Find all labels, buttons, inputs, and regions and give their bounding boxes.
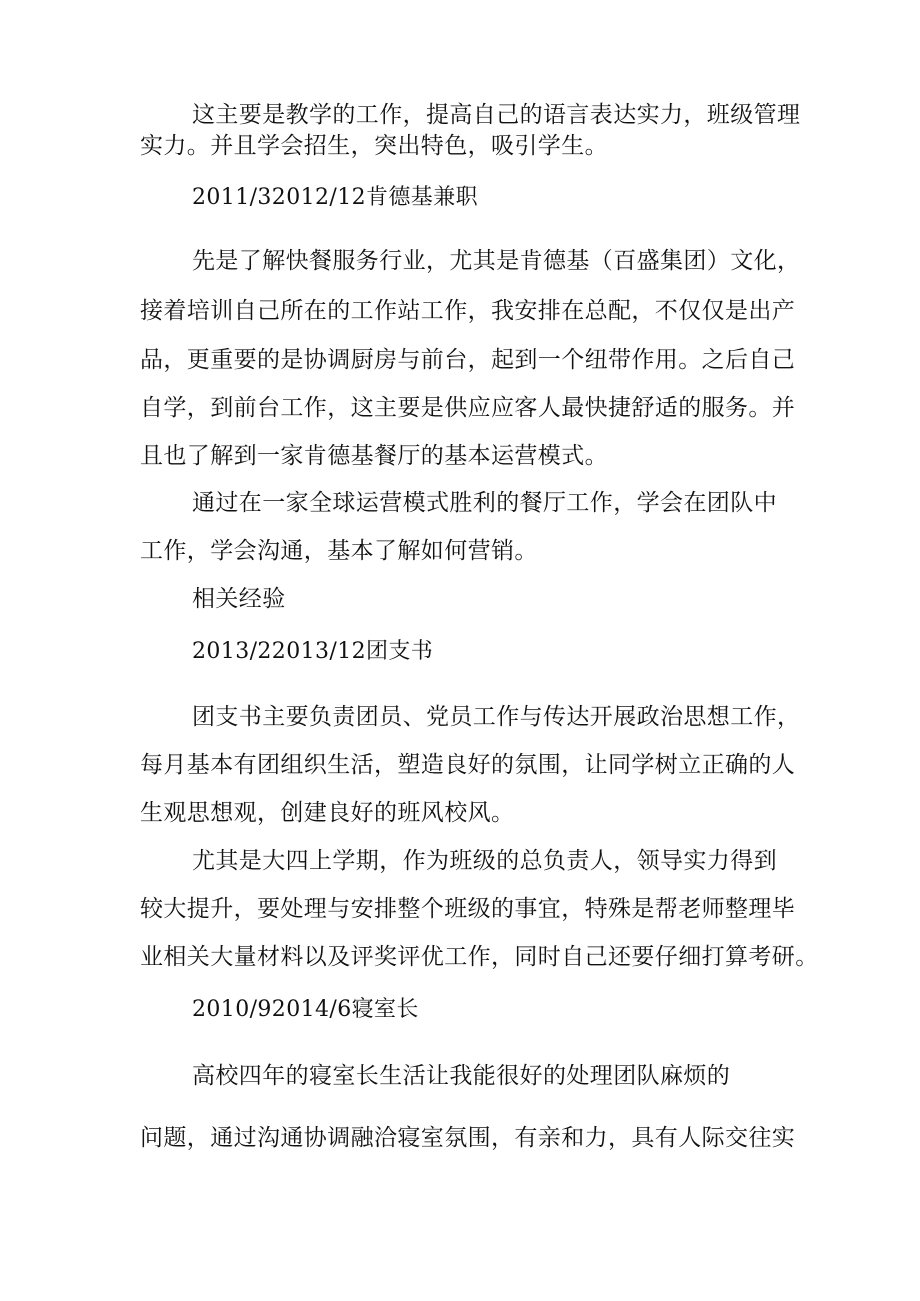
paragraph-line: 生观思想观，创建良好的班风校风。: [140, 800, 515, 826]
paragraph-line: 尤其是大四上学期，作为班级的总负责人，领导实力得到: [192, 848, 777, 874]
paragraph-line: 工作，学会沟通，基本了解如何营销。: [140, 538, 538, 564]
paragraph-line: 业相关大量材料以及评奖评优工作，同时自己还要仔细打算考研。: [140, 944, 819, 970]
paragraph-line: 接着培训自己所在的工作站工作，我安排在总配，不仅仅是出产: [140, 298, 796, 324]
section-heading: 相关经验: [192, 586, 286, 612]
paragraph-line: 先是了解快餐服务行业，尤其是肯德基（百盛集团）文化，: [192, 248, 801, 274]
paragraph-line: 品，更重要的是协调厨房与前台，起到一个纽带作用。之后自己: [140, 347, 796, 373]
paragraph-line: 实力。并且学会招生，突出特色，吸引学生。: [140, 133, 608, 159]
paragraph-line: 通过在一家全球运营模式胜利的餐厅工作，学会在团队中: [192, 490, 777, 516]
paragraph-line: 且也了解到一家肯德基餐厅的基本运营模式。: [140, 443, 608, 469]
paragraph-line: 问题，通过沟通协调融洽寝室氛围，有亲和力，具有人际交往实: [140, 1125, 796, 1151]
paragraph-line: 团支书主要负责团员、党员工作与传达开展政治思想工作，: [192, 704, 801, 730]
paragraph-line: 高校四年的寝室长生活让我能很好的处理团队麻烦的: [192, 1063, 731, 1089]
paragraph-line: 较大提升，要处理与安排整个班级的事宜，特殊是帮老师整理毕: [140, 896, 796, 922]
paragraph-line: 自学，到前台工作，这主要是供应应客人最快捷舒适的服务。并: [140, 395, 796, 421]
paragraph-line: 每月基本有团组织生活，塑造良好的氛围，让同学树立正确的人: [140, 752, 796, 778]
paragraph-line: 这主要是教学的工作，提高自己的语言表达实力，班级管理: [192, 102, 801, 128]
section-heading: 2011/32012/12肯德基兼职: [192, 185, 478, 210]
section-heading: 2010/92014/6寝室长: [192, 997, 419, 1022]
section-heading: 2013/22013/12团支书: [192, 639, 434, 664]
